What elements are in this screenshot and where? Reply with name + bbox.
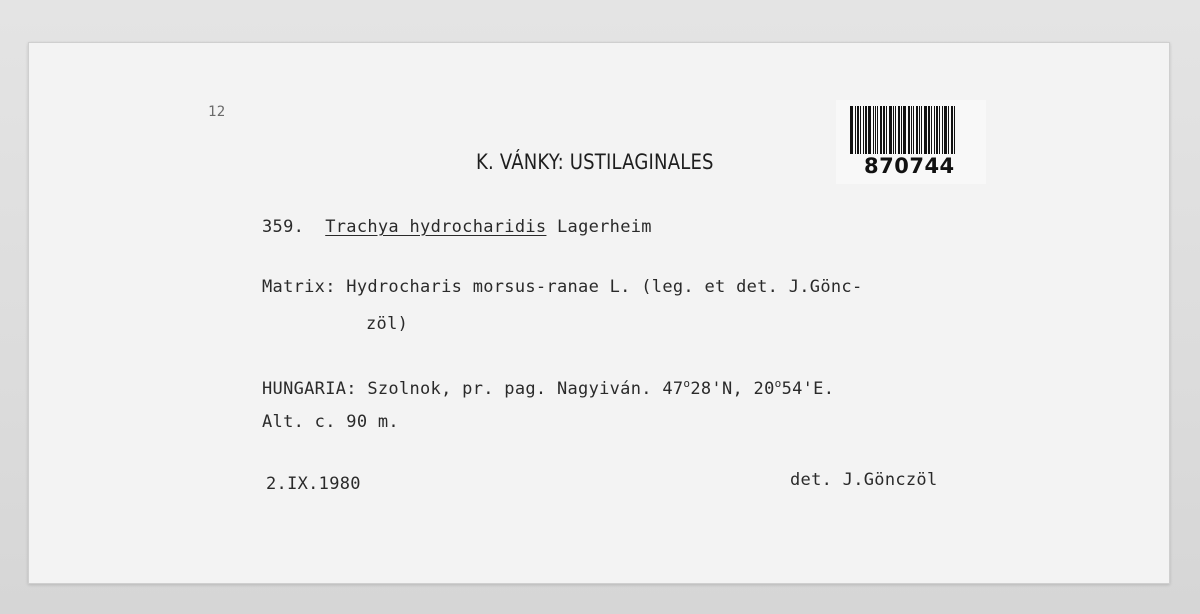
barcode-stripe <box>921 106 922 154</box>
locality-text: HUNGARIA: Szolnok, pr. pag. Nagyiván. 47 <box>262 379 684 399</box>
degree-mark: o <box>774 377 782 390</box>
corner-number: 12 <box>208 104 226 120</box>
altitude-line: Alt. c. 90 m. <box>262 412 399 432</box>
collection-date: 2.IX.1980 <box>266 474 361 494</box>
barcode-stripe <box>873 106 874 154</box>
label-header: K. VÁNKY: USTILAGINALES <box>476 150 714 174</box>
barcode-stripe <box>895 106 896 154</box>
barcode-bars <box>850 106 970 154</box>
longitude-text: 54'E. <box>781 379 835 399</box>
barcode-stripe <box>865 106 867 154</box>
barcode-stripe <box>928 106 930 154</box>
barcode-stripe <box>916 106 918 154</box>
locality-line <box>262 377 834 399</box>
barcode-stripe <box>863 106 864 154</box>
herbarium-label <box>28 42 1170 584</box>
barcode-stripe <box>934 106 935 154</box>
barcode-stripe <box>954 106 955 154</box>
barcode-stripe <box>880 106 882 154</box>
barcode-stripe <box>944 106 947 154</box>
taxon-line <box>262 217 652 237</box>
barcode-stripe <box>948 106 949 154</box>
barcode-stripe <box>903 106 906 154</box>
barcode-stripe <box>908 106 910 154</box>
barcode-stripe <box>936 106 938 154</box>
barcode-stripe <box>942 106 943 154</box>
determiner: det. J.Gönczöl <box>790 470 938 490</box>
matrix-line: Matrix: Hydrocharis morsus-ranae L. (leg. et det. J.Gönc- <box>262 277 863 297</box>
barcode-stripe <box>857 106 859 154</box>
barcode-stripe <box>939 106 940 154</box>
matrix-line-continued: zöl) <box>366 314 409 334</box>
entry-number: 359. <box>262 217 305 237</box>
barcode-stripe <box>951 106 953 154</box>
taxon-name: Trachya hydrocharidis <box>325 217 547 237</box>
barcode-stripe <box>893 106 894 154</box>
barcode-stripe <box>919 106 920 154</box>
barcode-stripe <box>889 106 892 154</box>
taxon-author: Lagerheim <box>557 217 652 237</box>
barcode-stripe <box>875 106 876 154</box>
barcode-stripe <box>860 106 861 154</box>
barcode-stripe <box>924 106 927 154</box>
barcode-stripe <box>850 106 853 154</box>
barcode <box>836 100 986 184</box>
barcode-stripe <box>911 106 912 154</box>
barcode-stripe <box>868 106 871 154</box>
degree-mark: o <box>683 377 691 390</box>
barcode-stripe <box>883 106 885 154</box>
barcode-stripe <box>931 106 932 154</box>
barcode-stripe <box>877 106 878 154</box>
barcode-stripe <box>886 106 887 154</box>
barcode-stripe <box>855 106 856 154</box>
barcode-number: 870744 <box>864 154 955 178</box>
barcode-stripe <box>901 106 902 154</box>
barcode-stripe <box>913 106 914 154</box>
barcode-stripe <box>898 106 900 154</box>
latitude-text: 28'N, 20 <box>690 379 775 399</box>
